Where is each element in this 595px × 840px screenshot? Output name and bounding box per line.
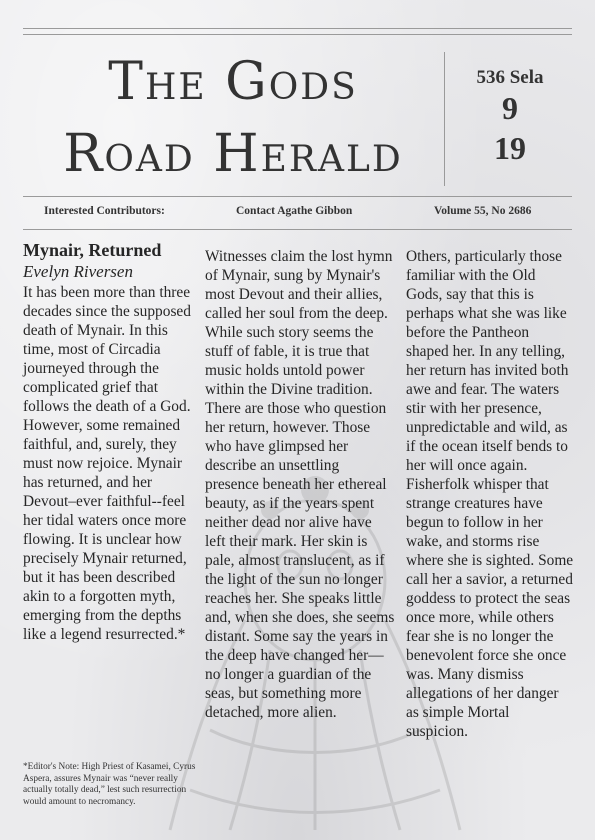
article-byline: Evelyn Riversen xyxy=(23,262,133,281)
top-rule xyxy=(23,28,572,29)
article-column-3 xyxy=(406,247,574,741)
volume-label: Volume 55, No 2686 xyxy=(434,205,532,217)
article-column-1 xyxy=(23,239,200,644)
date-month: 536 Sela xyxy=(476,67,544,88)
date-year: 19 xyxy=(494,130,526,166)
masthead-title-line-1: The Gods xyxy=(108,52,358,112)
top-rule-inner xyxy=(23,34,572,35)
article-headline: Mynair, Returned xyxy=(23,240,162,260)
contributors-label: Interested Contributors: xyxy=(44,205,165,217)
info-top-rule xyxy=(23,196,572,197)
masthead-divider xyxy=(444,52,445,186)
info-bottom-rule xyxy=(23,229,572,230)
date-day: 9 xyxy=(502,90,518,126)
contact-label: Contact Agathe Gibbon xyxy=(236,205,353,217)
article-text-col1: It has been more than three decades since the supposed death of Mynair. In this time, most of Circadia journeyed through the complicated grief that follows the death of a God. However, some remained faithful, and, surely, they must now rejoice. Mynair has returned, and her Devout–ever faithful--feel her tidal waters once more flowing. It is unclear how precisely Mynair returned, but it has been described akin to a forgotten myth, emerging from the depths like a legend resurrected.* xyxy=(23,284,191,643)
article-column-2 xyxy=(205,247,395,722)
article-text-col2: Witnesses claim the lost hymn of Mynair, sung by Mynair's most Devout and their allies, called her soul from the deep. While such story seems the stuff of fable, it is true that music holds untold power within the Divine tradition. There are those who question her return, however. Those who have glimpsed her describe an unsettling presence beneath her ethereal beauty, as if the years spent neither dead nor alive have left their mark. Her skin is pale, almost translucent, as if the light of the sun no longer reaches her. She speaks little and, when she does, she seems distant. Some say the years in the deep have changed her—no longer a guardian of the seas, but something more detached, more alien. xyxy=(205,248,395,721)
editor-footnote: *Editor's Note: High Priest of Kasamei, Cyrus Aspera, assures Mynair was “never really actually totally dead,” lest such resurrection would amount to necromancy. xyxy=(23,762,196,807)
article-text-col3: Others, particularly those familiar with the Old Gods, say that this is perhaps what she was like before the Pantheon shaped her. In any telling, her return has invited both awe and fear. The waters stir with her presence, unpredictable and wild, as if the ocean itself bends to her will once again. Fisherfolk whisper that strange creatures have begun to follow in her wake, and storms rise where she is sighted. Some call her a savior, a returned goddess to protect the seas once more, while others fear she is no longer the benevolent force she once was. Many dismiss allegations of her danger as simple Mortal suspicion. xyxy=(406,248,574,740)
masthead-title-line-2: Road Herald xyxy=(63,124,403,184)
